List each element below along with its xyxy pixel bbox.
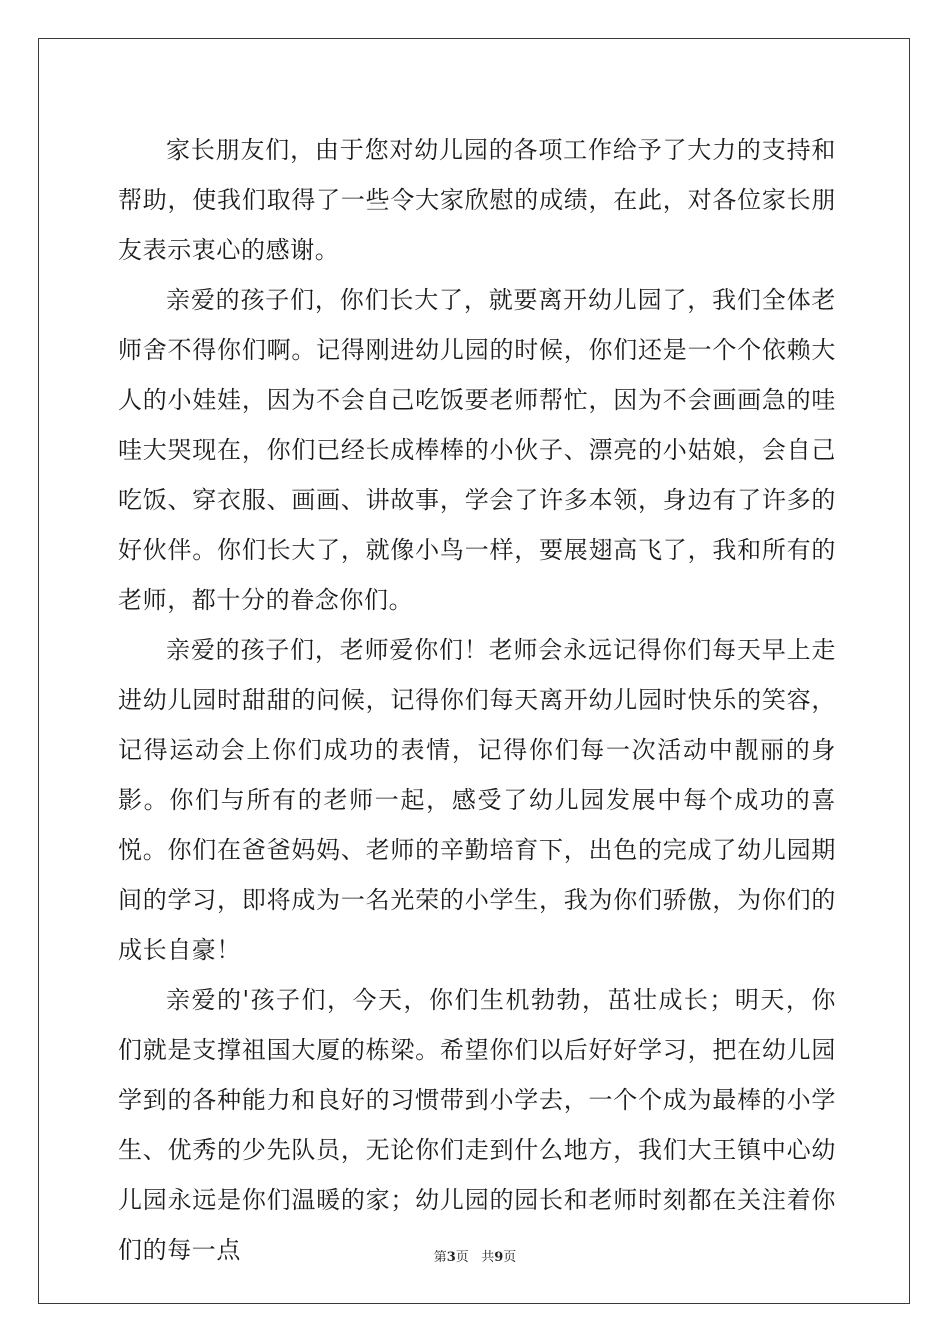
document-body <box>118 125 836 1275</box>
footer-page-word: 页 <box>455 1250 469 1265</box>
paragraph-3: 亲爱的孩子们，老师爱你们！老师会永远记得你们每天早上走进幼儿园时甜甜的问候，记得你们每天离开幼儿园时快乐的笑容，记得运动会上你们成功的表情，记得你们每一次活动中靓丽的身影。你们与所有的老师一起，感受了幼儿园发展中每个成功的喜悦。你们在爸爸妈妈、老师的辛勤培育下，出色的完成了幼儿园期间的学习，即将成为一名光荣的小学生，我为你们骄傲，为你们的成长自豪！ <box>118 636 836 964</box>
footer-total-suffix: 页 <box>503 1250 517 1265</box>
current-page-number: 3 <box>446 1250 456 1265</box>
paragraph-1: 家长朋友们，由于您对幼儿园的各项工作给予了大力的支持和帮助，使我们取得了一些令大家欣慰的成绩，在此，对各位家长朋友表示衷心的感谢。 <box>118 136 836 264</box>
paragraph-2: 亲爱的孩子们，你们长大了，就要离开幼儿园了，我们全体老师舍不得你们啊。记得刚进幼儿园的时候，你们还是一个个依赖大人的小娃娃，因为不会自己吃饭要老师帮忙，因为不会画画急的哇哇大哭现在，你们已经长成棒棒的小伙子、漂亮的小姑娘，会自己吃饭、穿衣服、画画、讲故事，学会了许多本领，身边有了许多的好伙伴。你们长大了，就像小鸟一样，要展翅高飞了，我和所有的老师，都十分的眷念你们。 <box>118 286 836 614</box>
total-page-number: 9 <box>494 1250 504 1265</box>
footer-total-prefix: 共 <box>481 1250 495 1265</box>
paragraph-4: 亲爱的'孩子们，今天，你们生机勃勃，茁壮成长；明天，你们就是支撑祖国大厦的栋梁。希望你们以后好好学习，把在幼儿园学到的各种能力和良好的习惯带到小学去，一个个成为最棒的小学生、优秀的少先队员，无论你们走到什么地方，我们大王镇中心幼儿园永远是你们温暖的家；幼儿园的园长和老师时刻都在关注着你们的每一点 <box>118 986 836 1264</box>
footer-prefix: 第 <box>433 1250 447 1265</box>
page-footer <box>0 1246 950 1265</box>
